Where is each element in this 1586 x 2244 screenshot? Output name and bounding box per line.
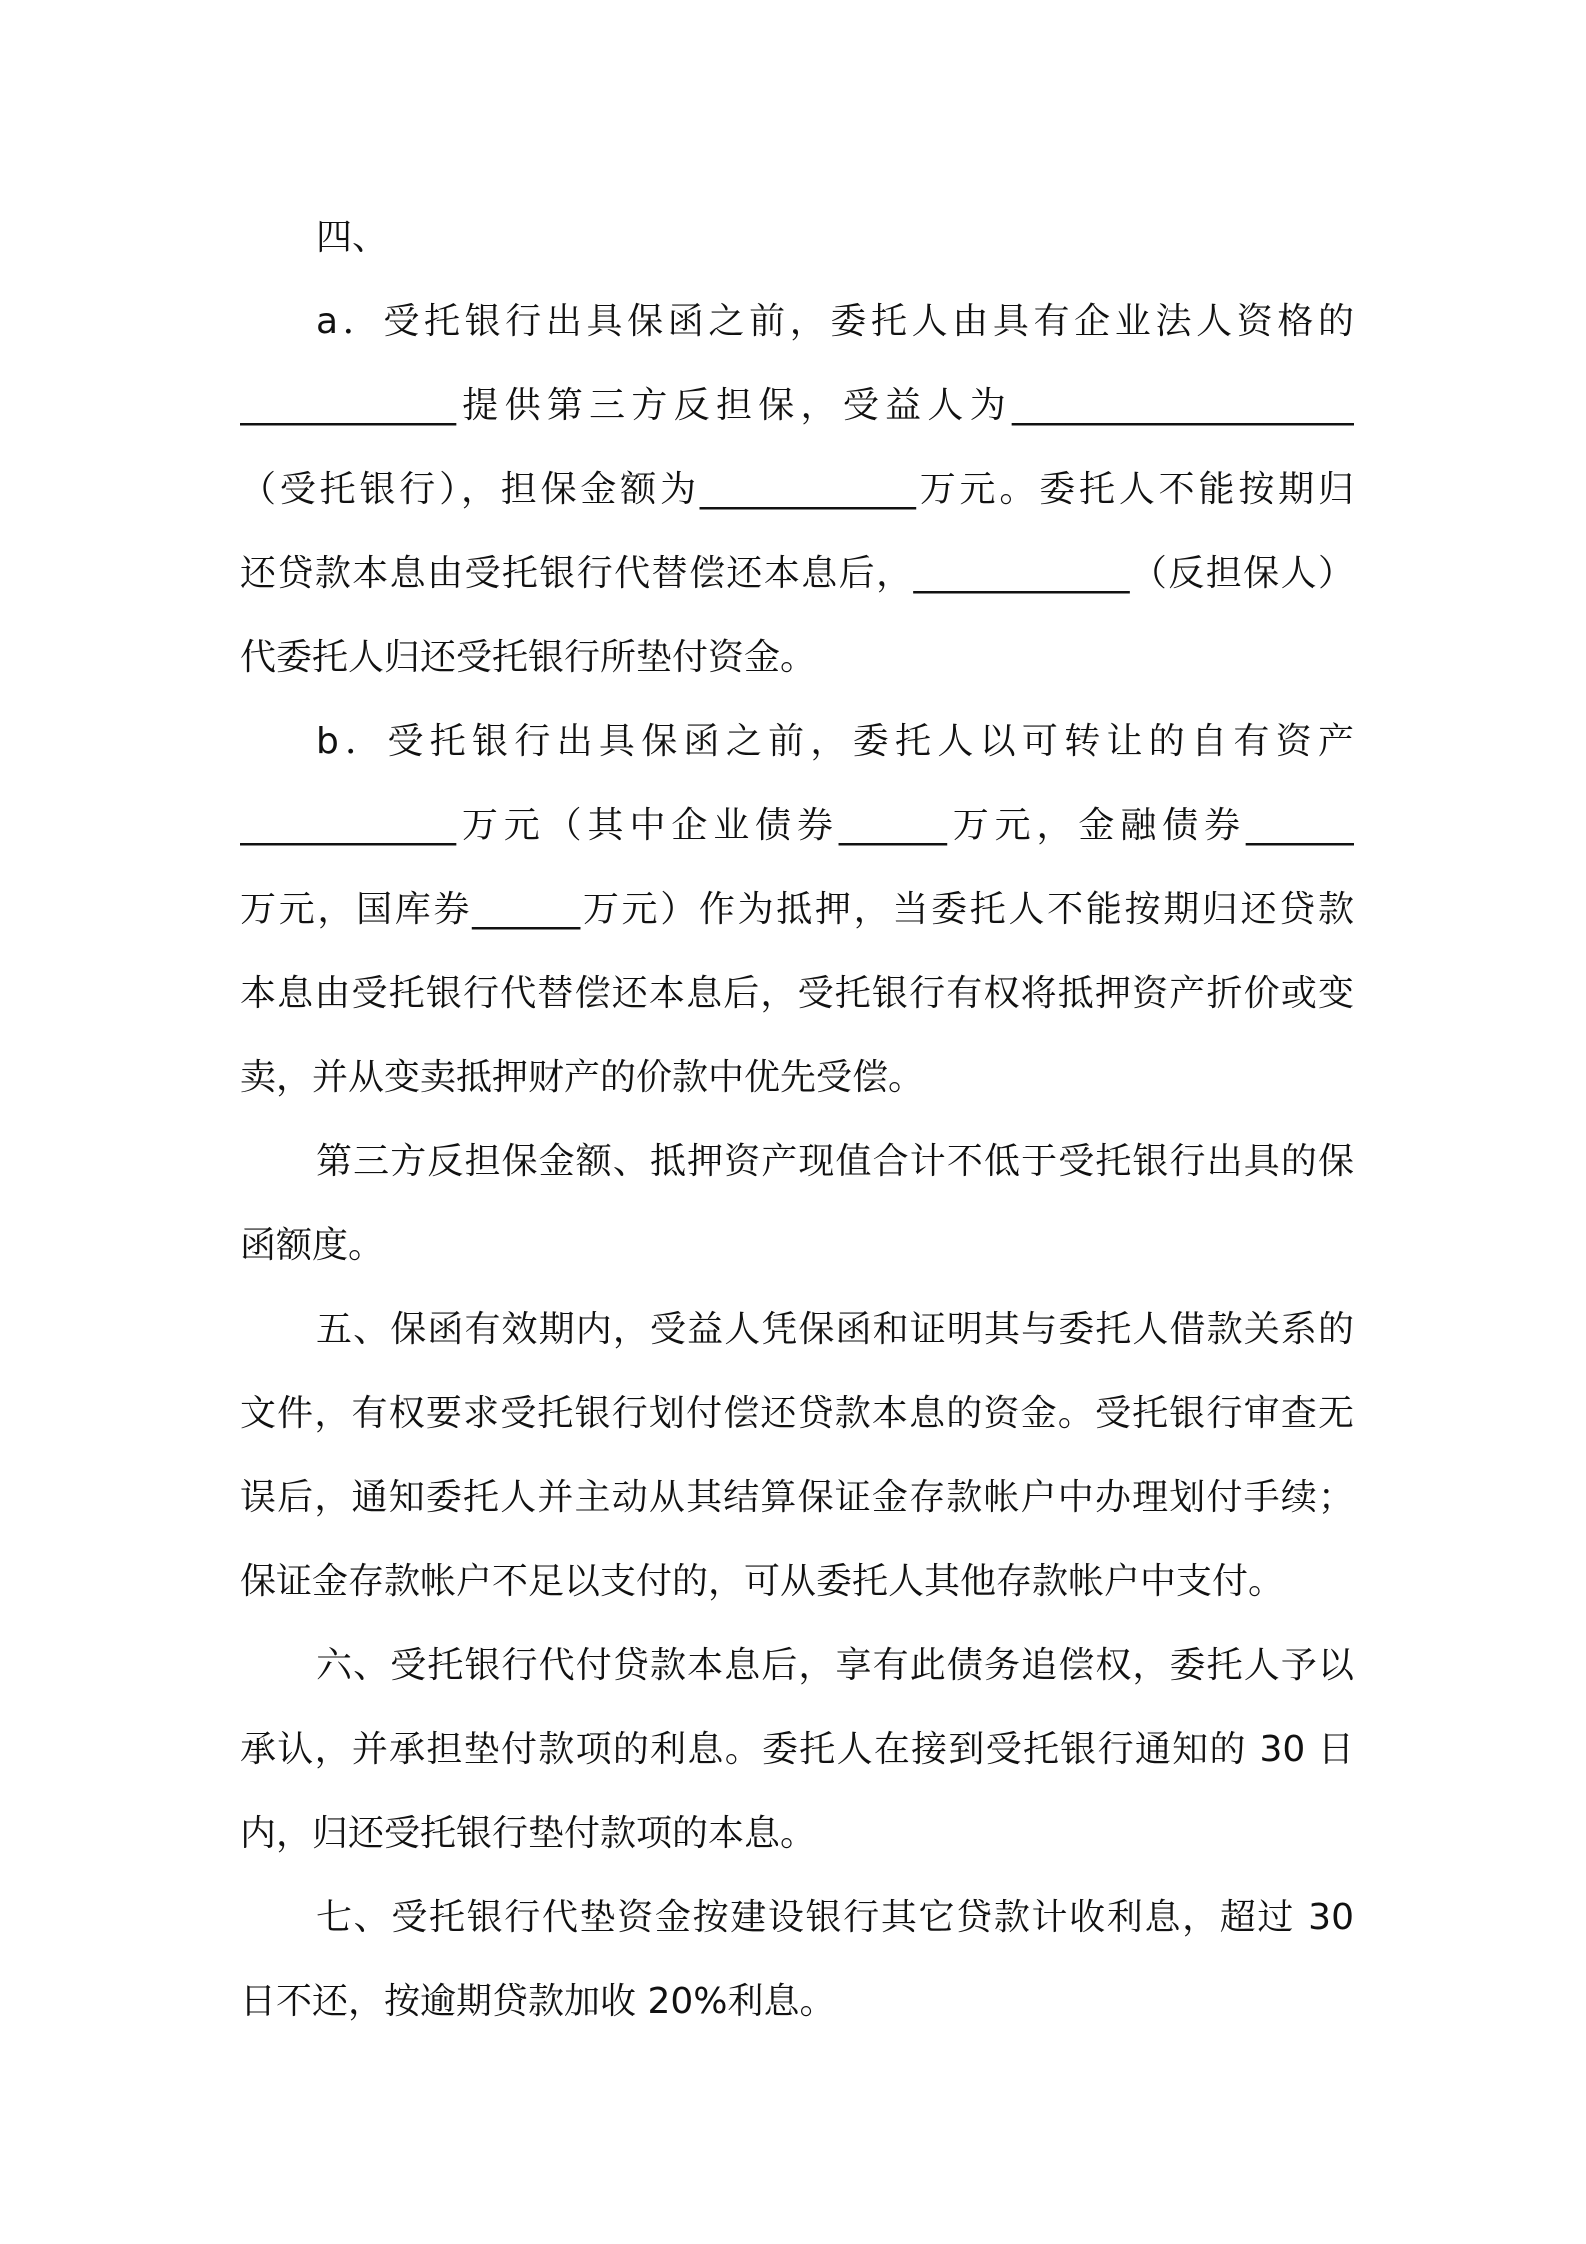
section-five-line-4: 保证金存款帐户不足以支付的，可从委托人其他存款帐户中支付。 xyxy=(240,1561,1285,1602)
section-five-line-1: 五、保函有效期内，受益人凭保函和证明其与委托人借款关系的 xyxy=(316,1309,1354,1350)
section-five-line-2: 文件，有权要求受托银行划付偿还贷款本息的资金。受托银行审查无 xyxy=(240,1393,1354,1434)
guarantee-amount-line-1: 第三方反担保金额、抵押资产现值合计不低于受托银行出具的保 xyxy=(316,1141,1354,1182)
clause-b-line-3: 万元，国库券______万元）作为抵押，当委托人不能按期归还贷款 xyxy=(240,889,1354,930)
clause-a-line-5: 代委托人归还受托银行所垫付资金。 xyxy=(240,637,817,678)
section-seven-line-1: 七、受托银行代垫资金按建设银行其它贷款计收利息，超过 30 xyxy=(316,1897,1354,1938)
clause-a-line-4: 还贷款本息由受托银行代替偿还本息后，____________（反担保人） xyxy=(240,553,1354,594)
clause-b-line-1: b．受托银行出具保函之前，委托人以可转让的自有资产 xyxy=(316,721,1354,762)
section-six-line-3: 内，归还受托银行垫付款项的本息。 xyxy=(240,1813,817,1854)
guarantee-amount-line-2: 函额度。 xyxy=(240,1225,385,1266)
document-body xyxy=(240,196,1354,2044)
section-six-line-2: 承认，并承担垫付款项的利息。委托人在接到受托银行通知的 30 日 xyxy=(240,1729,1354,1770)
clause-a-line-2: ____________提供第三方反担保，受益人为___________________ xyxy=(240,385,1354,426)
clause-a-line-3: （受托银行），担保金额为____________万元。委托人不能按期归 xyxy=(240,469,1354,510)
section-five-line-3: 误后，通知委托人并主动从其结算保证金存款帐户中办理划付手续； xyxy=(240,1477,1354,1518)
clause-b-line-2: ____________万元（其中企业债券______万元，金融债券______ xyxy=(240,805,1354,846)
section-seven-line-2: 日不还，按逾期贷款加收 20%利息。 xyxy=(240,1981,836,2022)
section-six-line-1: 六、受托银行代付贷款本息后，享有此债务追偿权，委托人予以 xyxy=(316,1645,1354,1686)
clause-b-line-5: 卖，并从变卖抵押财产的价款中优先受偿。 xyxy=(240,1057,925,1098)
clause-a-line-1: a．受托银行出具保函之前，委托人由具有企业法人资格的 xyxy=(316,301,1354,342)
section-four-heading: 四、 xyxy=(316,217,389,258)
clause-b-line-4: 本息由受托银行代替偿还本息后，受托银行有权将抵押资产折价或变 xyxy=(240,973,1354,1014)
